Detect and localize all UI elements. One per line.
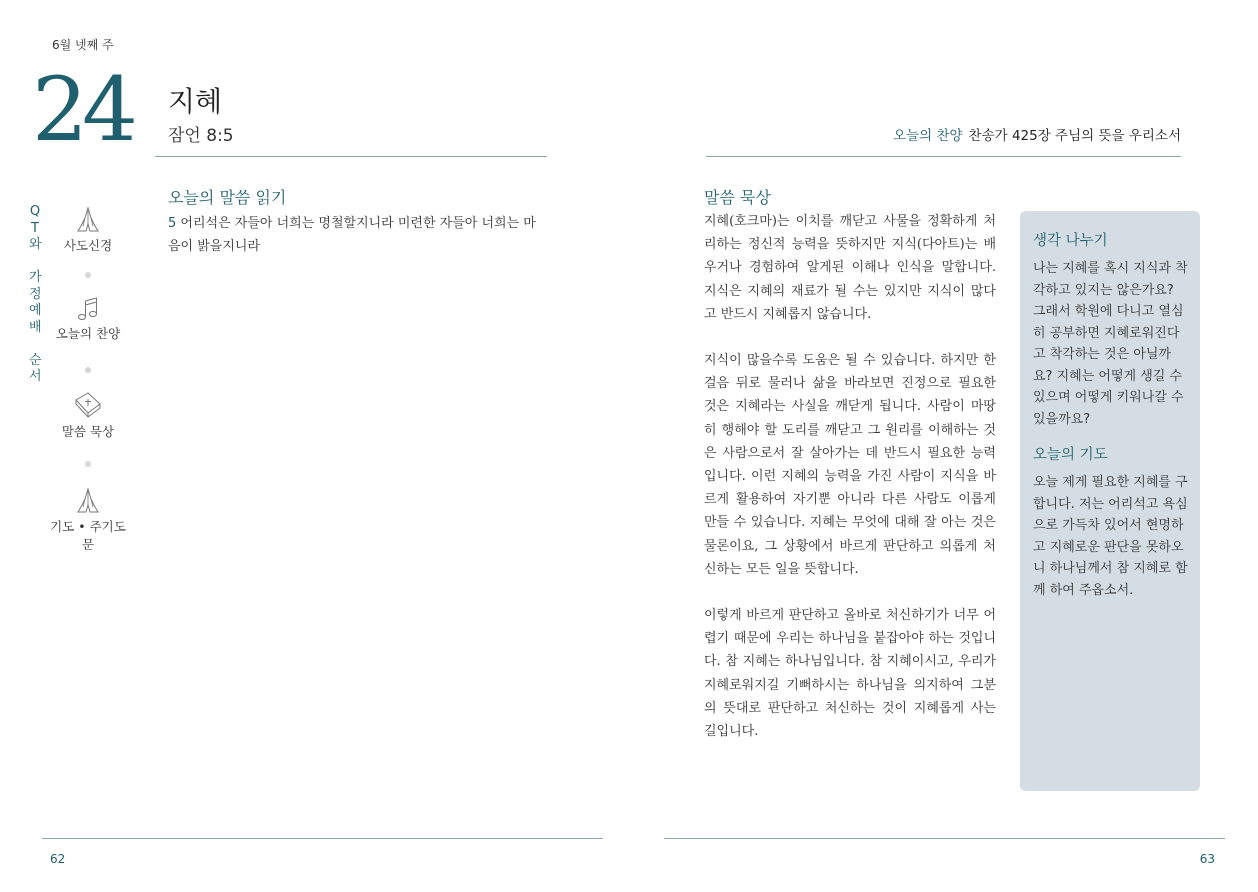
header-rule-left (155, 156, 547, 157)
prayer-heading: 오늘의 기도 (1033, 447, 1108, 463)
nav-item-hymn (48, 296, 128, 342)
music-note-icon (73, 296, 103, 322)
nav-item-label: 기도 • 주기도문 (50, 519, 126, 552)
footer-rule-right (664, 838, 1225, 839)
prayer-text: 오늘 제게 필요한 지혜를 구합니다. 저는 어리석고 욕심으로 가득차 있어서 현명하고 지혜로운 판단을 못하오니 하나님께서 참 지혜로 함께 하여 주옵소서. (1033, 475, 1188, 598)
footer-rule-left (42, 838, 603, 839)
page-number-left: 62 (50, 852, 66, 866)
reflection-box (1020, 211, 1200, 791)
meditation-paragraph: 지식이 많을수록 도움은 될 수 있습니다. 하지만 한 걸음 뒤로 물러나 삶을 바라보면 진정으로 필요한 것은 지혜라는 사실을 깨닫게 됩니다. 사람이 마땅히 행해야 할 도리를 깨닫고 그 원리를 이해하는 것은 사람으로서 잘 살아가는 데 반드시 필요한 능력입니다. 이런 지혜의 능력을 가진 사람이 지식을 바르게 활용하여 자기뿐 아니라 다른 사람도 이롭게 만들 수 있습니다. 지혜는 무엇에 대해 잘 아는 것은 물론이요, 그 상황에서 바르게 판단하고 의롭게 처신하는 모든 일을 뜻합니다. (704, 353, 996, 577)
nav-item-label: 사도신경 (63, 238, 113, 253)
nav-item-apostles-creed (48, 204, 128, 254)
page-title: 지혜 (168, 85, 223, 118)
verse-number: 5 (168, 216, 177, 231)
praying-hands-icon (73, 204, 103, 234)
hymn-line (893, 124, 1181, 144)
vertical-section-title: Q T 와 가 정 예 배 순 서 (29, 204, 42, 384)
reading-heading: 오늘의 말씀 읽기 (168, 188, 287, 207)
nav-item-label: 오늘의 찬양 (55, 326, 121, 341)
nav-item-label: 말씀 묵상 (61, 424, 115, 439)
verse-text-block (168, 212, 548, 258)
verse-text: 어리석은 자들아 너희는 명철할지니라 미련한 자들아 너희는 마음이 밝을지니라 (168, 216, 536, 254)
nav-item-meditation (48, 390, 128, 440)
meditation-body (704, 210, 996, 766)
hymn-label: 오늘의 찬양 (893, 128, 963, 144)
nav-separator-dot (85, 461, 91, 467)
meditation-heading: 말씀 묵상 (704, 188, 771, 207)
share-text: 나는 지혜를 혹시 지식과 착각하고 있지는 않은가요? 그래서 학원에 다니고 열심히 공부하면 지혜로워진다고 착각하는 것은 아닐까요? 지혜는 어떻게 생길 수 있으며 어떻게 키워나갈 수 있을까요? (1033, 261, 1188, 427)
header-rule-right (706, 156, 1181, 157)
meditation-paragraph: 지혜(호크마)는 이치를 깨닫고 사물을 정확하게 처리하는 정신적 능력을 뜻하지만 지식(다아트)는 배우거나 경험하여 알게된 이해나 인식을 말합니다. 지식은 지혜의 재료가 될 수는 있지만 지식이 많다고 반드시 지혜롭지 않습니다. (704, 214, 996, 322)
page-number-right: 63 (1199, 852, 1215, 866)
bible-icon (72, 390, 104, 420)
scripture-reference: 잠언 8:5 (168, 126, 234, 146)
nav-separator-dot (85, 367, 91, 373)
nav-item-prayer (48, 485, 128, 553)
hymn-title: 찬송가 425장 주님의 뜻을 우리소서 (968, 128, 1181, 144)
nav-separator-dot (85, 272, 91, 278)
praying-hands-icon (73, 485, 103, 515)
day-number: 24 (32, 58, 132, 161)
week-label: 6월 넷째 주 (52, 38, 114, 52)
share-heading: 생각 나누기 (1033, 233, 1108, 249)
meditation-paragraph: 이렇게 바르게 판단하고 올바로 처신하기가 너무 어렵기 때문에 우리는 하나님을 붙잡아야 하는 것입니다. 참 지혜는 하나님입니다. 참 지혜이시고, 우리가 지혜로워지길 기뻐하시는 하나님을 의지하여 그분의 뜻대로 판단하고 처신하는 것이 지혜롭게 사는 길입니다. (704, 608, 996, 740)
